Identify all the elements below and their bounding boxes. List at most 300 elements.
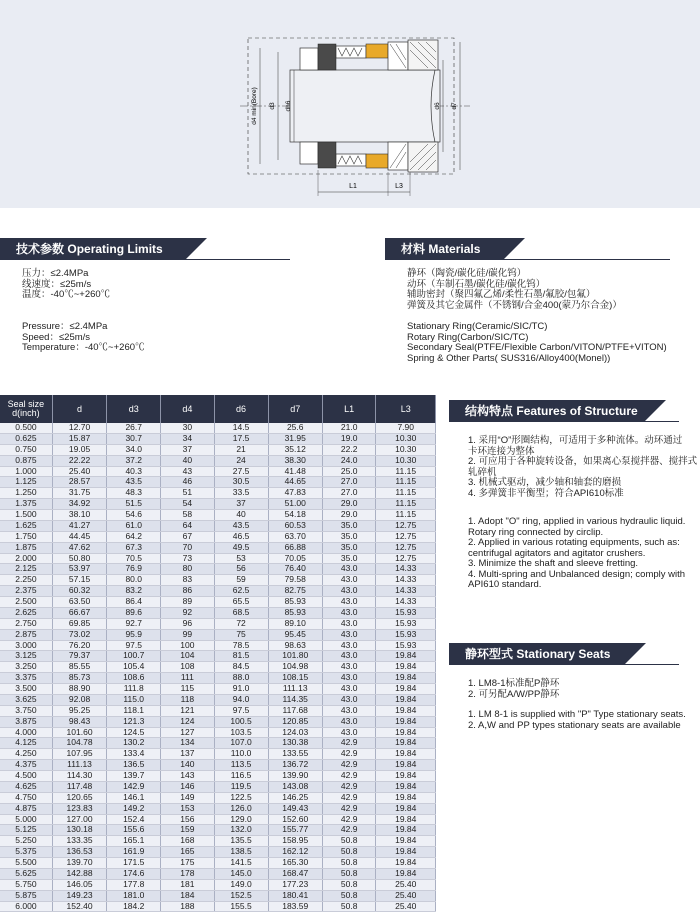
table-row	[0, 597, 436, 608]
structure-cn-1: 1. 采用“O”形圈结构，可适用于多种流体。动环通过	[468, 435, 683, 446]
table-cell: 121	[161, 705, 214, 716]
table-cell: 41.27	[52, 520, 106, 531]
table-cell: 30.7	[107, 433, 161, 444]
table-cell: 25.40	[52, 466, 106, 477]
table-cell: 130.2	[107, 738, 161, 749]
table-row	[0, 629, 436, 640]
table-cell: 21	[214, 444, 268, 455]
table-cell: 94.0	[214, 694, 268, 705]
table-cell: 115.0	[107, 694, 161, 705]
table-cell: 12.70	[52, 423, 106, 433]
table-cell: 42.9	[322, 814, 376, 825]
table-cell: 133.55	[268, 749, 322, 760]
table-cell: 95.45	[268, 629, 322, 640]
table-cell: 152.40	[52, 901, 106, 912]
table-cell: 139.90	[268, 771, 322, 782]
table-cell: 14.33	[376, 597, 436, 608]
operating-limits-title	[0, 238, 185, 260]
temperature-en: Temperature：-40℃~+260℃	[22, 342, 145, 353]
table-cell: 37	[214, 499, 268, 510]
table-cell: 34	[161, 433, 214, 444]
table-cell: 19.84	[376, 771, 436, 782]
table-cell: 11.15	[376, 477, 436, 488]
table-cell: 19.84	[376, 716, 436, 727]
table-cell: 19.84	[376, 673, 436, 684]
table-cell: 70.5	[107, 553, 161, 564]
seats-cn-2: 2. 可另配A/W/PP静环	[468, 688, 560, 700]
table-cell: 43.0	[322, 575, 376, 586]
table-cell: 161.9	[107, 847, 161, 858]
table-cell: 81.5	[214, 651, 268, 662]
table-cell: 0.750	[0, 444, 52, 455]
table-cell: 70	[161, 542, 214, 553]
table-cell: 133.4	[107, 749, 161, 760]
table-cell: 25.40	[376, 890, 436, 901]
table-cell: 78.5	[214, 640, 268, 651]
material-en-3: Secondary Seal(PTFE/Flexible Carbon/VITON/PTFE+VITON)	[407, 342, 667, 353]
table-row	[0, 879, 436, 890]
table-cell: 40.3	[107, 466, 161, 477]
table-cell: 0.875	[0, 455, 52, 466]
table-cell: 50.8	[322, 901, 376, 912]
table-cell: 12.75	[376, 531, 436, 542]
table-cell: 59	[214, 575, 268, 586]
table-cell: 43.0	[322, 564, 376, 575]
table-cell: 178	[161, 868, 214, 879]
table-cell: 4.125	[0, 738, 52, 749]
table-row	[0, 520, 436, 531]
table-cell: 26.7	[107, 423, 161, 433]
table-body	[0, 423, 436, 912]
table-cell: 141.5	[214, 858, 268, 869]
table-cell: 124.5	[107, 727, 161, 738]
material-cn-2: 动环（车制石墨/碳化硅/碳化钨）	[407, 278, 546, 290]
table-cell: 137	[161, 749, 214, 760]
table-cell: 27.5	[214, 466, 268, 477]
table-row	[0, 455, 436, 466]
table-cell: 95.9	[107, 629, 161, 640]
table-row	[0, 466, 436, 477]
table-cell: 1.625	[0, 520, 52, 531]
table-cell: 29.0	[322, 499, 376, 510]
table-cell: 177.8	[107, 879, 161, 890]
table-cell: 5.000	[0, 814, 52, 825]
label-l1: L1	[349, 183, 357, 190]
table-cell: 12.75	[376, 520, 436, 531]
table-cell: 105.4	[107, 662, 161, 673]
table-row	[0, 531, 436, 542]
table-cell: 146.05	[52, 879, 106, 890]
table-cell: 50.8	[322, 858, 376, 869]
structure-cn-2: 卡环连接为整体	[468, 445, 535, 457]
table-cell: 44.45	[52, 531, 106, 542]
structure-title-cn: 结构特点	[465, 404, 514, 418]
table-row	[0, 781, 436, 792]
table-cell: 19.84	[376, 814, 436, 825]
operating-limits-header	[0, 238, 290, 260]
table-cell: 43.0	[322, 629, 376, 640]
table-row	[0, 433, 436, 444]
table-row	[0, 423, 436, 433]
table-cell: 82.75	[268, 586, 322, 597]
table-row	[0, 760, 436, 771]
table-cell: 2.750	[0, 618, 52, 629]
table-cell: 60.53	[268, 520, 322, 531]
table-cell: 33.5	[214, 488, 268, 499]
label-dh6: dh6	[285, 100, 292, 112]
table-cell: 79.58	[268, 575, 322, 586]
table-cell: 111.13	[268, 684, 322, 695]
table-cell: 168	[161, 836, 214, 847]
table-cell: 31.95	[268, 433, 322, 444]
table-cell: 40	[161, 455, 214, 466]
table-cell: 76.40	[268, 564, 322, 575]
table-cell: 14.33	[376, 564, 436, 575]
table-cell: 1.875	[0, 542, 52, 553]
table-cell: 43.0	[322, 586, 376, 597]
table-cell: 76.20	[52, 640, 106, 651]
table-cell: 89.6	[107, 607, 161, 618]
table-cell: 152.60	[268, 814, 322, 825]
structure-cn-6: 4. 多弹簧非平衡型；符合API610标准	[468, 487, 624, 499]
seal-section-drawing	[230, 20, 480, 210]
table-cell: 62.5	[214, 586, 268, 597]
table-cell: 4.750	[0, 792, 52, 803]
table-cell: 49.5	[214, 542, 268, 553]
table-cell: 181.0	[107, 890, 161, 901]
table-cell: 73	[161, 553, 214, 564]
table-cell: 165.1	[107, 836, 161, 847]
table-cell: 0.625	[0, 433, 52, 444]
table-row	[0, 607, 436, 618]
table-cell: 35.0	[322, 520, 376, 531]
table-cell: 42.9	[322, 792, 376, 803]
materials-cn	[407, 269, 622, 311]
table-row	[0, 477, 436, 488]
table-cell: 19.84	[376, 694, 436, 705]
table-row	[0, 618, 436, 629]
table-cell: 43.0	[322, 705, 376, 716]
table-cell: 184	[161, 890, 214, 901]
table-cell: 153	[161, 803, 214, 814]
spec-table	[0, 395, 436, 912]
table-cell: 24.0	[322, 455, 376, 466]
col-d7: d7	[268, 395, 322, 423]
table-cell: 14.33	[376, 575, 436, 586]
col-l1: L1	[322, 395, 376, 423]
table-cell: 34.0	[107, 444, 161, 455]
table-row	[0, 868, 436, 879]
table-cell: 66.67	[52, 607, 106, 618]
table-cell: 108	[161, 662, 214, 673]
table-cell: 111.8	[107, 684, 161, 695]
table-cell: 35.0	[322, 542, 376, 553]
table-cell: 130.18	[52, 825, 106, 836]
table-cell: 118.1	[107, 705, 161, 716]
table-cell: 50.80	[52, 553, 106, 564]
table-cell: 19.84	[376, 825, 436, 836]
table-cell: 181	[161, 879, 214, 890]
table-cell: 43.0	[322, 716, 376, 727]
table-cell: 67.3	[107, 542, 161, 553]
table-cell: 27.0	[322, 488, 376, 499]
table-cell: 54.6	[107, 510, 161, 521]
table-cell: 155.77	[268, 825, 322, 836]
table-cell: 30	[161, 423, 214, 433]
table-cell: 42.9	[322, 749, 376, 760]
table-cell: 3.500	[0, 684, 52, 695]
table-cell: 92.08	[52, 694, 106, 705]
table-cell: 103.5	[214, 727, 268, 738]
table-cell: 1.500	[0, 510, 52, 521]
table-cell: 19.84	[376, 684, 436, 695]
table-cell: 104.78	[52, 738, 106, 749]
table-row	[0, 858, 436, 869]
table-cell: 1.250	[0, 488, 52, 499]
structure-cn	[468, 436, 697, 499]
table-cell: 146.25	[268, 792, 322, 803]
table-cell: 86	[161, 586, 214, 597]
table-cell: 1.000	[0, 466, 52, 477]
table-cell: 174.6	[107, 868, 161, 879]
table-cell: 15.93	[376, 629, 436, 640]
table-cell: 51.00	[268, 499, 322, 510]
table-cell: 95.25	[52, 705, 106, 716]
structure-title-en: Features of Structure	[516, 404, 638, 418]
table-cell: 15.93	[376, 640, 436, 651]
col-d3: d3	[107, 395, 161, 423]
table-row	[0, 792, 436, 803]
table-cell: 101.60	[52, 727, 106, 738]
table-cell: 30.5	[214, 477, 268, 488]
table-cell: 19.84	[376, 662, 436, 673]
table-cell: 68.5	[214, 607, 268, 618]
table-cell: 31.75	[52, 488, 106, 499]
table-cell: 41.48	[268, 466, 322, 477]
structure-en-2: Rotary ring connected by circlip.	[468, 526, 604, 538]
table-cell: 44.65	[268, 477, 322, 488]
material-cn-3: 辅助密封（聚四氟乙烯/柔性石墨/氟胶/包氟）	[407, 289, 596, 300]
table-cell: 2.875	[0, 629, 52, 640]
table-cell: 19.84	[376, 803, 436, 814]
table-cell: 5.500	[0, 858, 52, 869]
label-d6: d6	[434, 102, 441, 110]
table-cell: 108.15	[268, 673, 322, 684]
table-cell: 19.84	[376, 738, 436, 749]
material-en-1: Stationary Ring(Ceramic/SIC/TC)	[407, 321, 548, 332]
seats-title-cn: 静环型式	[465, 647, 514, 661]
material-cn-4: 弹簧及其它金属件（不锈钢/合金400(蒙乃尔合金)）	[407, 299, 622, 311]
table-cell: 34.92	[52, 499, 106, 510]
table-cell: 10.30	[376, 455, 436, 466]
table-cell: 113.5	[214, 760, 268, 771]
table-cell: 158.95	[268, 836, 322, 847]
table-cell: 17.5	[214, 433, 268, 444]
table-cell: 19.84	[376, 651, 436, 662]
table-row	[0, 488, 436, 499]
table-cell: 107.0	[214, 738, 268, 749]
table-cell: 91.0	[214, 684, 268, 695]
table-cell: 35.0	[322, 553, 376, 564]
table-cell: 43.0	[322, 607, 376, 618]
table-cell: 11.15	[376, 488, 436, 499]
table-cell: 53.97	[52, 564, 106, 575]
table-cell: 126.0	[214, 803, 268, 814]
table-cell: 65.5	[214, 597, 268, 608]
table-cell: 110.0	[214, 749, 268, 760]
label-l3: L3	[395, 183, 403, 190]
table-cell: 96	[161, 618, 214, 629]
table-cell: 132.0	[214, 825, 268, 836]
table-row	[0, 444, 436, 455]
table-cell: 146	[161, 781, 214, 792]
table-cell: 15.87	[52, 433, 106, 444]
table-cell: 98.63	[268, 640, 322, 651]
table-cell: 121.3	[107, 716, 161, 727]
table-cell: 53	[214, 553, 268, 564]
table-cell: 11.15	[376, 510, 436, 521]
table-cell: 2.625	[0, 607, 52, 618]
table-row	[0, 890, 436, 901]
table-cell: 37	[161, 444, 214, 455]
table-cell: 42.9	[322, 781, 376, 792]
table-cell: 4.875	[0, 803, 52, 814]
table-cell: 104	[161, 651, 214, 662]
table-cell: 1.750	[0, 531, 52, 542]
table-cell: 120.85	[268, 716, 322, 727]
pressure-cn: 压力：≤2.4MPa	[22, 268, 89, 279]
col-l3: L3	[376, 395, 436, 423]
label-d3: d3	[269, 102, 276, 110]
table-cell: 5.625	[0, 868, 52, 879]
table-cell: 145.0	[214, 868, 268, 879]
table-row	[0, 499, 436, 510]
materials-title-en: Materials	[428, 242, 481, 256]
table-cell: 146.1	[107, 792, 161, 803]
material-cn-1: 静环（陶瓷/碳化硅/碳化钨）	[407, 268, 527, 279]
table-cell: 92.7	[107, 618, 161, 629]
table-cell: 2.250	[0, 575, 52, 586]
table-cell: 43.5	[107, 477, 161, 488]
table-cell: 100.7	[107, 651, 161, 662]
table-row	[0, 705, 436, 716]
col-seal-size: Seal size d(inch)	[0, 395, 52, 423]
table-cell: 43.0	[322, 618, 376, 629]
table-cell: 43.0	[322, 640, 376, 651]
materials-title	[385, 238, 503, 260]
operating-limits-title-en: Operating Limits	[67, 242, 163, 256]
table-cell: 107.95	[52, 749, 106, 760]
table-cell: 80	[161, 564, 214, 575]
table-cell: 152.4	[107, 814, 161, 825]
table-row	[0, 836, 436, 847]
table-cell: 43.0	[322, 597, 376, 608]
table-cell: 99	[161, 629, 214, 640]
table-cell: 129.0	[214, 814, 268, 825]
table-cell: 4.500	[0, 771, 52, 782]
table-cell: 123.83	[52, 803, 106, 814]
table-cell: 4.250	[0, 749, 52, 760]
table-cell: 51	[161, 488, 214, 499]
table-cell: 120.65	[52, 792, 106, 803]
table-cell: 127.00	[52, 814, 106, 825]
table-row	[0, 825, 436, 836]
table-cell: 184.2	[107, 901, 161, 912]
table-cell: 89	[161, 597, 214, 608]
table-cell: 117.48	[52, 781, 106, 792]
structure-en-4: centrifugal agitators and agitator crushers.	[468, 547, 646, 559]
material-en-2: Rotary Ring(Carbon/SIC/TC)	[407, 331, 529, 343]
table-cell: 111.13	[52, 760, 106, 771]
table-cell: 177.23	[268, 879, 322, 890]
table-cell: 19.05	[52, 444, 106, 455]
table-cell: 83.2	[107, 586, 161, 597]
table-cell: 10.30	[376, 433, 436, 444]
table-cell: 28.57	[52, 477, 106, 488]
materials-en	[407, 322, 667, 364]
structure-title	[449, 400, 644, 422]
table-cell: 171.5	[107, 858, 161, 869]
table-cell: 51.5	[107, 499, 161, 510]
table-cell: 6.000	[0, 901, 52, 912]
table-cell: 85.73	[52, 673, 106, 684]
table-cell: 46	[161, 477, 214, 488]
table-cell: 19.84	[376, 792, 436, 803]
table-cell: 97.5	[214, 705, 268, 716]
table-row	[0, 901, 436, 912]
table-cell: 67	[161, 531, 214, 542]
table-cell: 115	[161, 684, 214, 695]
col-d6: d6	[214, 395, 268, 423]
table-cell: 19.84	[376, 781, 436, 792]
table-cell: 156	[161, 814, 214, 825]
seats-cn-1: 1. LM8-1标准配P静环	[468, 678, 560, 689]
operating-limits-cn	[22, 269, 110, 301]
table-cell: 124.03	[268, 727, 322, 738]
table-cell: 2.375	[0, 586, 52, 597]
structure-en-1: 1. Adopt "O" ring, applied in various hydraulic liquid.	[468, 516, 686, 527]
table-cell: 138.5	[214, 847, 268, 858]
table-cell: 43	[161, 466, 214, 477]
table-cell: 50.8	[322, 868, 376, 879]
table-cell: 43.0	[322, 727, 376, 738]
table-cell: 72	[214, 618, 268, 629]
structure-en-5: 3. Minimize the shaft and sleeve fretting.	[468, 558, 639, 569]
table-cell: 27.0	[322, 477, 376, 488]
table-cell: 19.84	[376, 705, 436, 716]
table-cell: 19.84	[376, 749, 436, 760]
table-cell: 46.5	[214, 531, 268, 542]
table-cell: 89.10	[268, 618, 322, 629]
seats-header	[449, 643, 679, 665]
structure-cn-5: 3. 机械式驱动，减少轴和轴套的磨损	[468, 477, 622, 488]
table-cell: 3.375	[0, 673, 52, 684]
table-cell: 60.32	[52, 586, 106, 597]
table-cell: 108.6	[107, 673, 161, 684]
table-row	[0, 575, 436, 586]
table-cell: 155.6	[107, 825, 161, 836]
table-row	[0, 727, 436, 738]
table-cell: 175	[161, 858, 214, 869]
table-cell: 111	[161, 673, 214, 684]
table-cell: 85.93	[268, 607, 322, 618]
table-row	[0, 651, 436, 662]
table-cell: 133.35	[52, 836, 106, 847]
table-row	[0, 738, 436, 749]
table-cell: 21.0	[322, 423, 376, 433]
table-cell: 127	[161, 727, 214, 738]
table-cell: 101.80	[268, 651, 322, 662]
